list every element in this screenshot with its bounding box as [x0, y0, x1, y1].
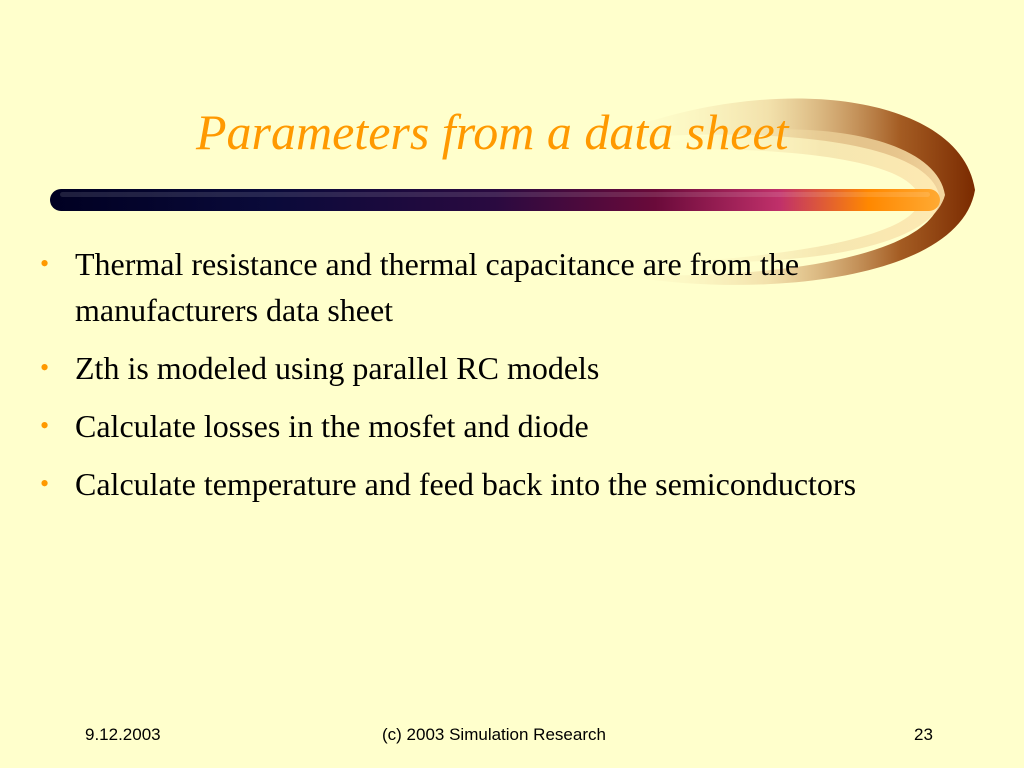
bullet-list: [40, 241, 940, 519]
footer-date: 9.12.2003: [85, 725, 161, 744]
bullet-marker-icon: •: [40, 469, 50, 498]
bullet-item: [40, 403, 940, 449]
bullet-marker-icon: •: [40, 249, 50, 278]
bullet-text: Zth is modeled using parallel RC models: [75, 350, 600, 386]
bullet-text: Calculate losses in the mosfet and diode: [75, 408, 589, 444]
footer-page-number: 23: [914, 725, 933, 744]
bullet-text: Calculate temperature and feed back into the semiconductors: [75, 466, 857, 502]
bullet-marker-icon: •: [40, 353, 50, 382]
bullet-text: Thermal resistance and thermal capacitance are from the manufacturers data sheet: [75, 246, 800, 328]
bullet-marker-icon: •: [40, 411, 50, 440]
slide-title: Parameters from a data sheet: [196, 104, 789, 160]
bullet-item: [40, 241, 940, 333]
bullet-item: [40, 461, 940, 507]
bullet-item: [40, 345, 940, 391]
footer-copyright: (c) 2003 Simulation Research: [382, 725, 606, 744]
